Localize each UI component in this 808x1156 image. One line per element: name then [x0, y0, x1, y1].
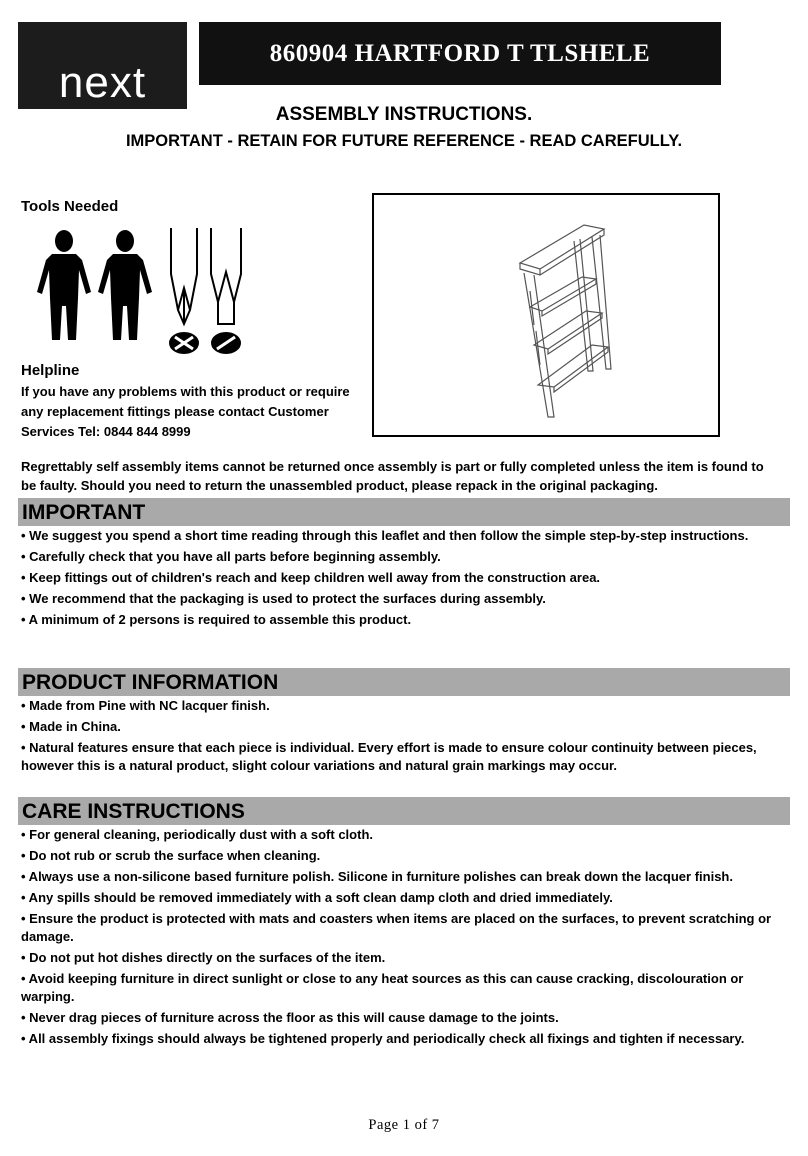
ladder-shelf-illustration — [374, 195, 718, 435]
list-item: • A minimum of 2 persons is required to assemble this product. — [21, 612, 412, 627]
list-item: • We suggest you spend a short time reading through this leaflet and then follow the simple step-by-step instructions. — [21, 528, 749, 543]
list-item: • All assembly fixings should always be tightened properly and periodically check all fixings and tighten if necessary. — [21, 1031, 745, 1046]
return-notice: Regrettably self assembly items cannot be returned once assembly is part or fully completed unless the item is found to be faulty. Should you need to return the unassembled product, please repack in the original packaging. — [21, 459, 764, 493]
logo-text: next — [58, 58, 147, 107]
product-title: 860904 HARTFORD T TLSHELE — [199, 22, 721, 85]
list-item: • We recommend that the packaging is used to protect the surfaces during assembly. — [21, 591, 546, 606]
section-header-product-information: PRODUCT INFORMATION — [18, 668, 790, 696]
list-item: • Avoid keeping furniture in direct sunlight or close to any heat sources as this can cause cracking, discolouration or warping. — [21, 971, 744, 1004]
section-header-important: IMPORTANT — [18, 498, 790, 526]
list-item: • Keep fittings out of children's reach and keep children well away from the construction area. — [21, 570, 601, 585]
helpline-label: Helpline — [21, 362, 80, 379]
list-item: • Carefully check that you have all parts before beginning assembly. — [21, 549, 441, 564]
person-icon — [98, 230, 152, 340]
tools-illustration — [30, 228, 260, 356]
list-item: • Do not put hot dishes directly on the surfaces of the item. — [21, 950, 386, 965]
important-list — [21, 527, 787, 632]
list-item: • Never drag pieces of furniture across the floor as this will cause damage to the joints. — [21, 1010, 559, 1025]
list-item: • Made in China. — [21, 719, 121, 734]
page-number: Page 1 of 7 — [368, 1117, 440, 1133]
next-logo — [18, 22, 187, 109]
page-subtitle: IMPORTANT - RETAIN FOR FUTURE REFERENCE - READ CAREFULLY. — [125, 132, 683, 150]
product-information-list — [21, 697, 787, 778]
phillips-screwdriver-icon — [170, 228, 198, 353]
list-item: • Do not rub or scrub the surface when cleaning. — [21, 848, 321, 863]
list-item: • For general cleaning, periodically dust with a soft cloth. — [21, 827, 373, 842]
flathead-screwdriver-icon — [211, 228, 241, 353]
page-title: ASSEMBLY INSTRUCTIONS. — [275, 104, 533, 125]
list-item: • Made from Pine with NC lacquer finish. — [21, 698, 270, 713]
section-header-care-instructions: CARE INSTRUCTIONS — [18, 797, 790, 825]
tools-needed-label: Tools Needed — [21, 198, 119, 215]
list-item: • Natural features ensure that each piece is individual. Every effort is made to ensure colour continuity between pieces, however this is a natural product, slight colour variations and natural grain markings may occur. — [21, 740, 757, 773]
list-item: • Always use a non-silicone based furniture polish. Silicone in furniture polishes can break down the lacquer finish. — [21, 869, 733, 884]
list-item: • Ensure the product is protected with mats and coasters when items are placed on the surfaces, to prevent scratching or damage. — [21, 911, 772, 944]
helpline-text: If you have any problems with this product or require any replacement fittings please contact Customer Services Tel: 0844 844 8999 — [21, 384, 350, 439]
care-instructions-list — [21, 826, 787, 1051]
person-icon — [37, 230, 91, 340]
list-item: • Any spills should be removed immediately with a soft clean damp cloth and dried immediately. — [21, 890, 613, 905]
product-image-frame — [372, 193, 720, 437]
